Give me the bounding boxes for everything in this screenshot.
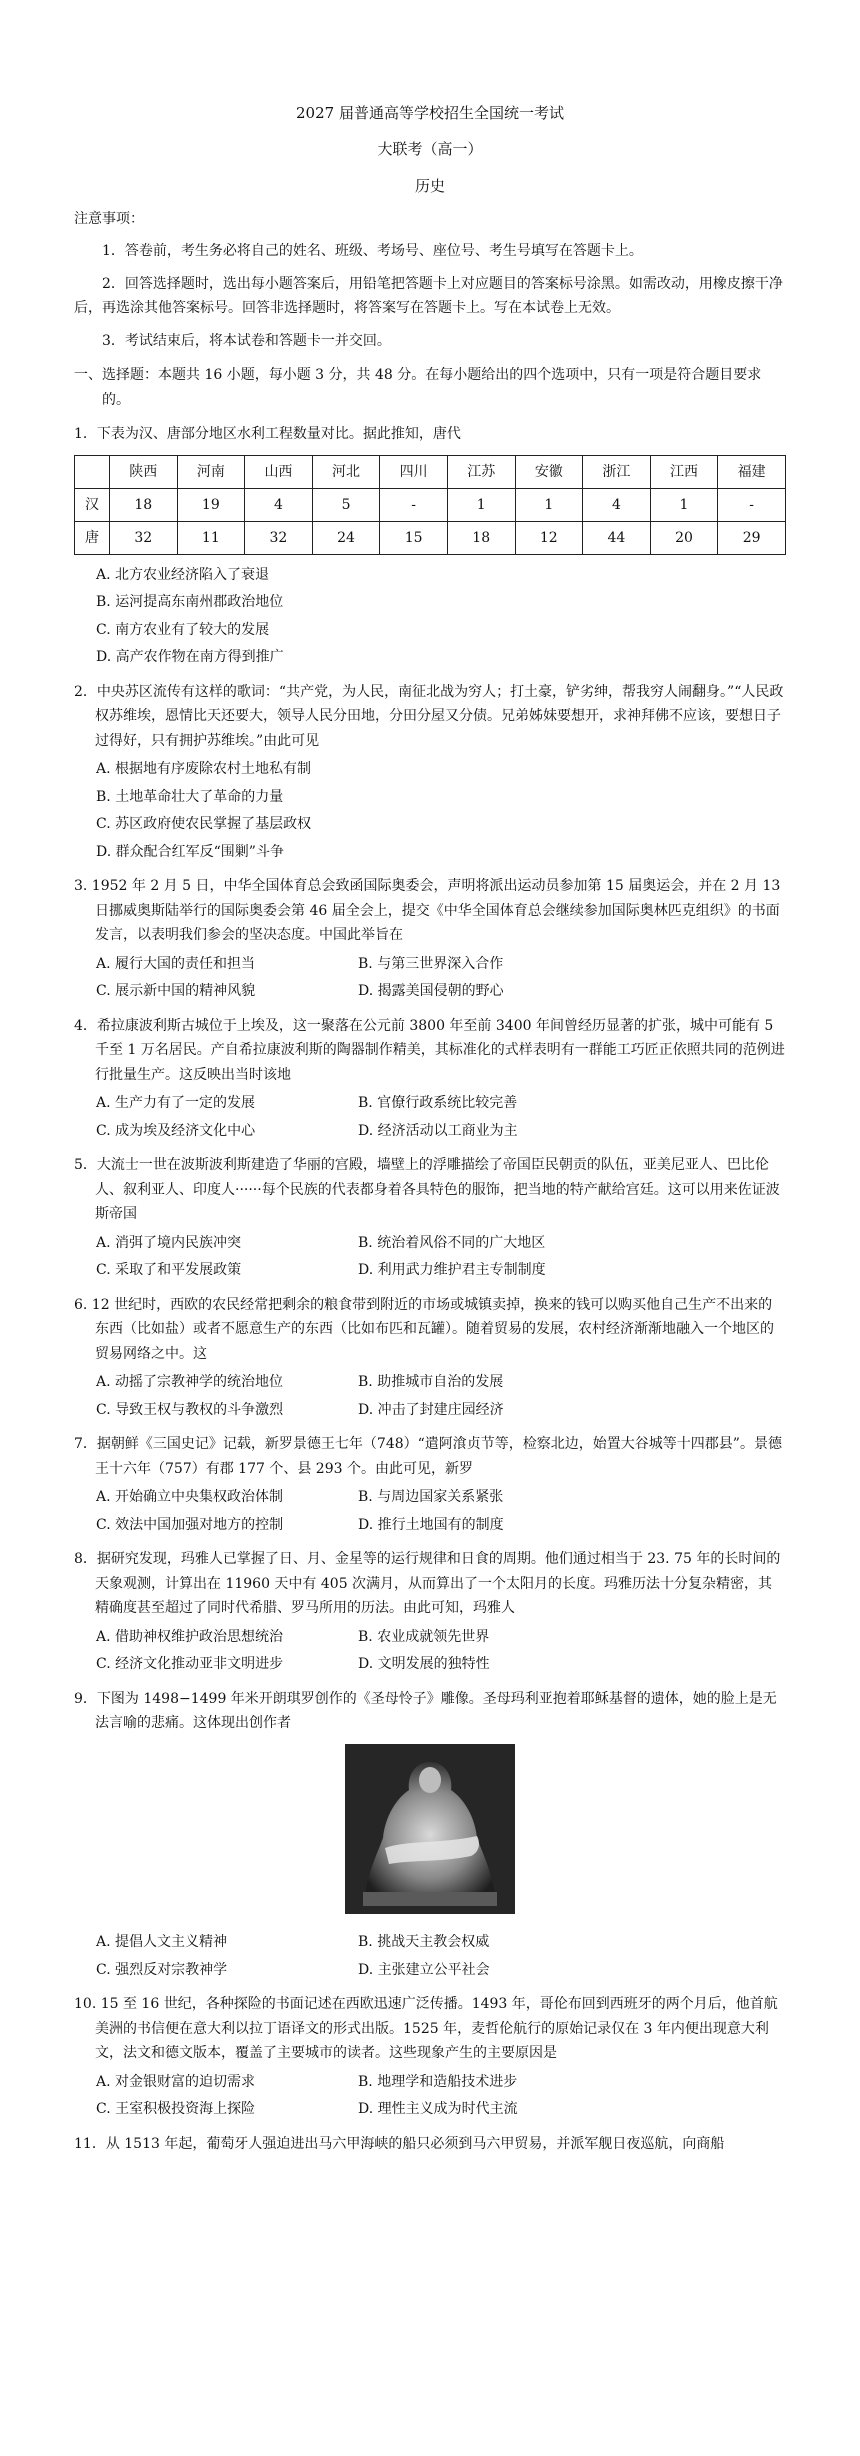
table-cell: 44 <box>583 521 651 554</box>
table-header-row <box>75 455 786 488</box>
q3-option-d: D. 揭露美国侵朝的野心 <box>358 983 504 1000</box>
table-cell: 20 <box>650 521 718 554</box>
q5-option-d: D. 利用武力维护君主专制制度 <box>358 1262 546 1279</box>
table-cell: 河北 <box>312 455 380 488</box>
table-cell: 29 <box>718 521 786 554</box>
water-projects-table <box>74 455 786 555</box>
q10-options-row-2 <box>96 2097 786 2122</box>
q8-option-b: B. 农业成就领先世界 <box>358 1628 490 1645</box>
table-cell: 18 <box>109 488 177 521</box>
table-cell: 江苏 <box>447 455 515 488</box>
table-cell: 15 <box>380 521 448 554</box>
question-5-stem: 5．大流士一世在波斯波利斯建造了华丽的宫殿，墙壁上的浮雕描绘了帝国臣民朝贡的队伍，亚美尼亚人、巴比伦人、叙利亚人、印度人······每个民族的代表都身着各具特色的服饰，把当地的特产献给宫廷。这可以用来佐证波斯帝国 <box>74 1157 780 1223</box>
q9-option-c: C. 强烈反对宗教神学 <box>96 1961 228 1978</box>
q4-option-a: A. 生产力有了一定的发展 <box>96 1095 256 1112</box>
question-2-stem: 2．中央苏区流传有这样的歌词：“共产党，为人民，南征北战为穷人；打土豪，铲劣绅，帮我穷人闹翻身。”“人民政权苏维埃，恩情比天还要大，领导人民分田地，分田分屋又分债。兄弟姊妹要想开，求神拜佛不应该，要想日子过得好，只有拥护苏维埃。”由此可见 <box>74 683 784 749</box>
question-4-stem: 4．希拉康波利斯古城位于上埃及，这一聚落在公元前 3800 年至前 3400 年间曾经历显著的扩张，城中可能有 5 千至 1 万名居民。产自希拉康波利斯的陶器制作精美，其标准化的式样表明有一群能工巧匠正依照共同的范例进行批量生产。这反映出当时该地 <box>74 1017 785 1083</box>
q1-option-d: D. 高产农作物在南方得到推广 <box>96 649 284 666</box>
table-cell: 12 <box>515 521 583 554</box>
q5-option-b: B. 统治着风俗不同的广大地区 <box>358 1234 546 1251</box>
q4-options-row-1 <box>96 1091 786 1116</box>
q6-option-d: D. 冲击了封建庄园经济 <box>358 1401 504 1418</box>
q9-options-row-2 <box>96 1958 786 1983</box>
table-cell: 浙江 <box>583 455 651 488</box>
q10-options-row-1 <box>96 2070 786 2095</box>
notice-item-1: 1．答卷前，考生务必将自己的姓名、班级、考场号、座位号、考生号填写在答题卡上。 <box>102 243 643 260</box>
q7-options-row-2 <box>96 1513 786 1538</box>
q3-options-row-2 <box>96 979 786 1004</box>
q2-option-b: B. 土地革命壮大了革命的力量 <box>96 788 284 805</box>
notice-item-3: 3．考试结束后，将本试卷和答题卡一并交回。 <box>102 332 391 349</box>
q7-option-b: B. 与周边国家关系紧张 <box>358 1489 504 1506</box>
table-cell: 4 <box>245 488 313 521</box>
q2-option-c: C. 苏区政府使农民掌握了基层政权 <box>96 816 312 833</box>
q4-option-d: D. 经济活动以工商业为主 <box>358 1122 518 1139</box>
q1-option-c: C. 南方农业有了较大的发展 <box>96 621 270 638</box>
question-7-stem: 7．据朝鲜《三国史记》记载，新罗景德王七年（748）“遣阿湌贞节等，检察北边，始置大谷城等十四郡县”。景德王十六年（757）有郡 177 个、县 293 个。由此可见，新罗 <box>74 1436 782 1477</box>
table-cell: 江西 <box>650 455 718 488</box>
question-9-stem: 9．下图为 1498−1499 年米开朗琪罗创作的《圣母怜子》雕像。圣母玛利亚抱着耶稣基督的遗体，她的脸上是无法言喻的悲痛。这体现出创作者 <box>74 1690 777 1732</box>
question-1-stem: 1．下表为汉、唐部分地区水利工程数量对比。据此推知，唐代 <box>74 426 461 443</box>
q6-options-row-2 <box>96 1398 786 1423</box>
table-cell: - <box>718 488 786 521</box>
q5-option-a: A. 消弭了境内民族冲突 <box>96 1234 242 1251</box>
table-cell: 32 <box>245 521 313 554</box>
q8-options-row-1 <box>96 1625 786 1650</box>
q5-options-row-2 <box>96 1258 786 1283</box>
exam-title: 2027 届普通高等学校招生全国统一考试 <box>296 104 564 122</box>
table-cell <box>75 455 110 488</box>
table-cell: 山西 <box>245 455 313 488</box>
q7-option-d: D. 推行土地国有的制度 <box>358 1516 504 1533</box>
table-row <box>75 521 786 554</box>
q8-option-d: D. 文明发展的独特性 <box>358 1656 490 1673</box>
table-cell: 汉 <box>75 488 110 521</box>
table-cell: 1 <box>447 488 515 521</box>
table-row <box>75 488 786 521</box>
table-cell: 福建 <box>718 455 786 488</box>
table-cell: 5 <box>312 488 380 521</box>
table-cell: 唐 <box>75 521 110 554</box>
q4-options-row-2 <box>96 1119 786 1144</box>
question-10-stem: 10. 15 至 16 世纪，各种探险的书面记述在西欧迅速广泛传播。1493 年，哥伦布回到西班牙的两个月后，他首航美洲的书信便在意大利以拉丁语译文的形式出版。1525 年，麦哲伦航行的原始记录仅在 3 年内便出现意大利文，法文和德文版本，覆盖了主要城市的读者。这些现象产生的主要原因是 <box>74 1996 778 2062</box>
q5-option-c: C. 采取了和平发展政策 <box>96 1262 242 1279</box>
q2-option-d: D. 群众配合红军反“围剿”斗争 <box>96 843 284 860</box>
table-cell: 1 <box>650 488 718 521</box>
q10-option-b: B. 地理学和造船技术进步 <box>358 2073 518 2090</box>
q7-option-a: A. 开始确立中央集权政治体制 <box>96 1489 284 1506</box>
q7-options-row-1 <box>96 1485 786 1510</box>
q10-option-c: C. 王室积极投资海上探险 <box>96 2101 256 2118</box>
table-cell: 19 <box>177 488 245 521</box>
q1-option-b: B. 运河提高东南州郡政治地位 <box>96 594 284 611</box>
pieta-figure <box>74 1744 786 1923</box>
q6-option-b: B. 助推城市自治的发展 <box>358 1374 504 1391</box>
question-8-stem: 8．据研究发现，玛雅人已掌握了日、月、金星等的运行规律和日食的周期。他们通过相当于 23. 75 年的长时间的天象观测，计算出在 11960 天中有 405 次满月，从而算出了一个太阳月的长度。玛雅历法十分复杂精密，其精确度甚至超过了同时代希腊、罗马所用的历法。由此可知，玛雅人 <box>74 1551 781 1617</box>
table-cell: 11 <box>177 521 245 554</box>
table-cell: 安徽 <box>515 455 583 488</box>
question-3-stem: 3. 1952 年 2 月 5 日，中华全国体育总会致函国际奥委会，声明将派出运动员参加第 15 届奥运会，并在 2 月 13 日挪威奥斯陆举行的国际奥委会第 46 届全会上，提交《中华全国体育总会继续参加国际奥林匹克组织》的书面发言，以表明我们参会的坚决态度。中国此举旨在 <box>74 878 781 944</box>
exam-subject: 历史 <box>414 176 445 195</box>
table-cell: 24 <box>312 521 380 554</box>
q4-option-c: C. 成为埃及经济文化中心 <box>96 1122 256 1139</box>
table-cell: - <box>380 488 448 521</box>
question-11-stem: 11．从 1513 年起，葡萄牙人强迫进出马六甲海峡的船只必须到马六甲贸易，并派军舰日夜巡航，向商船 <box>74 2135 725 2152</box>
table-cell: 河南 <box>177 455 245 488</box>
pieta-sculpture-image <box>345 1744 515 1914</box>
q8-option-a: A. 借助神权维护政治思想统治 <box>96 1628 284 1645</box>
q9-option-a: A. 提倡人文主义精神 <box>96 1934 228 1951</box>
table-cell: 陕西 <box>109 455 177 488</box>
q3-option-b: B. 与第三世界深入合作 <box>358 955 504 972</box>
notice-heading: 注意事项： <box>74 210 144 227</box>
q6-option-c: C. 导致王权与教权的斗争激烈 <box>96 1401 284 1418</box>
section-heading: 一、选择题：本题共 16 小题，每小题 3 分，共 48 分。在每小题给出的四个选项中，只有一项是符合题目要求的。 <box>74 367 762 408</box>
q8-option-c: C. 经济文化推动亚非文明进步 <box>96 1656 284 1673</box>
table-cell: 18 <box>447 521 515 554</box>
q10-option-a: A. 对金银财富的迫切需求 <box>96 2073 256 2090</box>
q9-options-row-1 <box>96 1930 786 1955</box>
q8-options-row-2 <box>96 1652 786 1677</box>
q10-option-d: D. 理性主义成为时代主流 <box>358 2101 518 2118</box>
q3-options-row-1 <box>96 952 786 977</box>
table-cell: 1 <box>515 488 583 521</box>
table-cell: 32 <box>109 521 177 554</box>
q4-option-b: B. 官僚行政系统比较完善 <box>358 1095 518 1112</box>
table-cell: 四川 <box>380 455 448 488</box>
question-6-stem: 6. 12 世纪时，西欧的农民经常把剩余的粮食带到附近的市场或城镇卖掉，换来的钱可以购买他自己生产不出来的东西（比如盐）或者不愿意生产的东西（比如布匹和瓦罐）。随着贸易的发展，农村经济渐渐地融入一个地区的贸易网络之中。这 <box>74 1296 774 1362</box>
q1-option-a: A. 北方农业经济陷入了衰退 <box>96 566 270 583</box>
q6-option-a: A. 动摇了宗教神学的统治地位 <box>96 1374 284 1391</box>
table-cell: 4 <box>583 488 651 521</box>
q3-option-a: A. 履行大国的责任和担当 <box>96 955 256 972</box>
notice-item-2: 2．回答选择题时，选出每小题答案后，用铅笔把答题卡上对应题目的答案标号涂黑。如需改动，用橡皮擦干净后，再选涂其他答案标号。回答非选择题时，将答案写在答题卡上。写在本试卷上无效。 <box>74 275 783 317</box>
q9-option-d: D. 主张建立公平社会 <box>358 1961 490 1978</box>
exam-subtitle: 大联考（高一） <box>377 140 483 159</box>
q6-options-row-1 <box>96 1370 786 1395</box>
q5-options-row-1 <box>96 1231 786 1256</box>
q9-option-b: B. 挑战天主教会权威 <box>358 1934 490 1951</box>
q2-option-a: A. 根据地有序废除农村土地私有制 <box>96 761 312 778</box>
q7-option-c: C. 效法中国加强对地方的控制 <box>96 1516 284 1533</box>
q3-option-c: C. 展示新中国的精神风貌 <box>96 983 256 1000</box>
